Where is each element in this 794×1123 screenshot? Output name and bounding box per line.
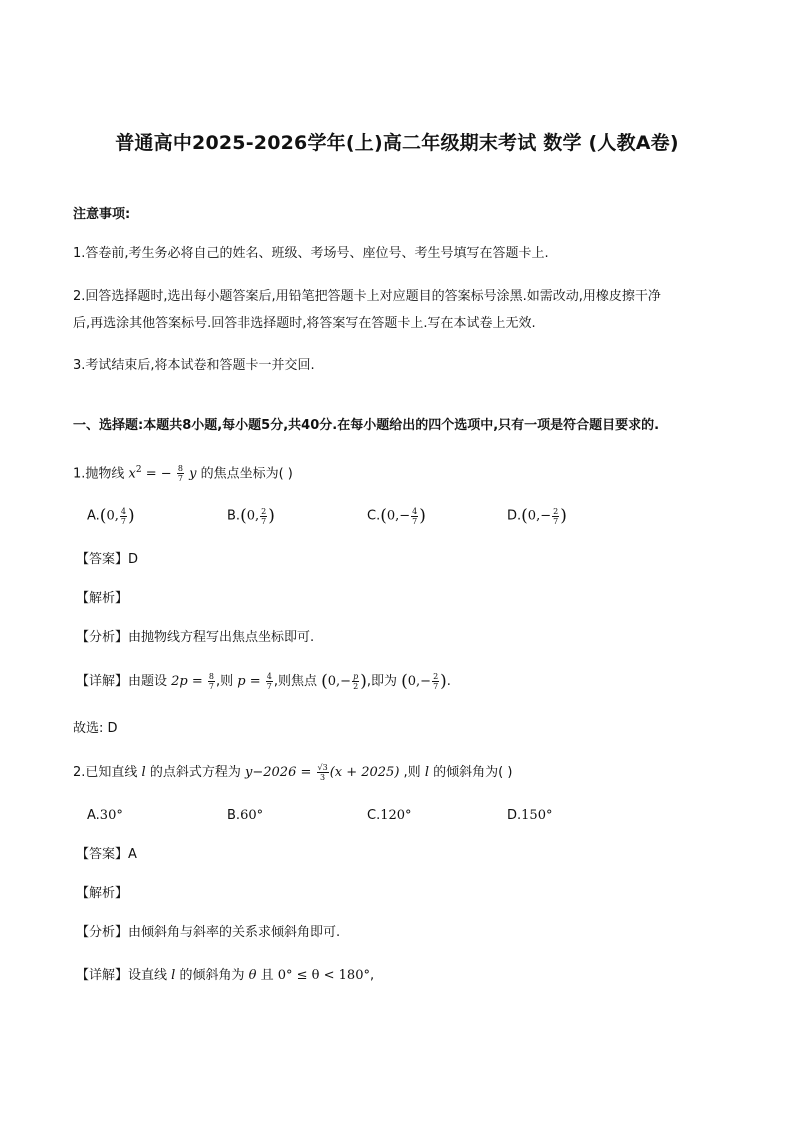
option-fraction: [411, 507, 418, 526]
q2-l: l: [141, 765, 146, 780]
close-paren: ): [360, 671, 367, 692]
notice-item-1: 1.答卷前,考生务必将自己的姓名、班级、考场号、座位号、考生号填写在答题卡上.: [73, 246, 549, 261]
option-pre: 0,: [106, 508, 119, 524]
detail-text: ,: [369, 968, 375, 983]
q2-prefix: 2.已知直线: [73, 765, 138, 780]
q1-conclusion: 故选: D: [73, 721, 118, 736]
q1-option-d: [507, 505, 567, 528]
frac-num: 4: [412, 506, 418, 516]
option-value: 60°: [240, 808, 264, 823]
close-paren: ): [560, 506, 567, 526]
q1-x: x: [128, 466, 136, 482]
option-label: C.: [367, 808, 381, 823]
detail-math: 0,−: [327, 674, 352, 689]
q2-mid2: ,则: [403, 765, 421, 780]
q2-option-b: [227, 805, 263, 827]
section-heading: 一、选择题:本题共8小题,每小题5分,共40分.在每小题给出的四个选项中,只有一项是符合题目要求的.: [73, 418, 660, 433]
detail-text: 且: [260, 968, 274, 983]
q1-fraction: [177, 464, 184, 483]
option-label: B.: [227, 508, 241, 524]
close-paren: ): [127, 506, 135, 526]
detail-fraction: [352, 672, 359, 691]
option-label: C.: [367, 508, 381, 524]
option-pre: 0,−: [527, 508, 552, 524]
q1-frac-den: 7: [177, 474, 183, 484]
frac-num: 2: [553, 506, 559, 516]
q2-eq-right: (x + 2025): [329, 765, 400, 780]
frac-den: 7: [412, 516, 418, 526]
q2-fraction: [317, 763, 329, 782]
q1-eq: = −: [145, 466, 172, 482]
detail-fraction: [208, 672, 215, 691]
q2-option-d: [507, 805, 552, 827]
q1-option-b: [227, 505, 275, 528]
frac-num: 8: [208, 672, 214, 681]
q2-answer: 【答案】A: [76, 847, 137, 862]
detail-math: p =: [237, 674, 265, 689]
page-title: 普通高中2025-2026学年(上)高二年级期末考试 数学 (人教A卷): [115, 132, 679, 154]
detail-math: θ: [248, 968, 257, 983]
option-label: B.: [227, 808, 241, 823]
option-pre: 0,: [246, 508, 260, 524]
open-paren: (: [380, 506, 387, 526]
detail-math: l: [171, 968, 176, 983]
frac-num: 2: [261, 506, 267, 516]
detail-text: ,则焦点: [273, 674, 317, 689]
notice-item-2: 2.回答选择题时,选出每小题答案后,用铅笔把答题卡上对应题目的答案标号涂黑.如需改动,用橡皮擦干净: [73, 289, 661, 304]
q1-suffix: 的焦点坐标为( ): [200, 466, 293, 482]
q2-option-a: [87, 805, 123, 827]
q2-analysis-head: 【解析】: [76, 886, 129, 901]
frac-den: 7: [553, 516, 559, 526]
question-1-stem: [73, 461, 293, 483]
close-paren: ): [440, 671, 447, 692]
frac-den: 7: [266, 682, 272, 691]
notice-item-3: 3.考试结束后,将本试卷和答题卡一并交回.: [73, 358, 315, 373]
frac-den: 7: [433, 682, 439, 691]
q1-analysis-head: 【解析】: [76, 591, 129, 606]
open-paren: (: [521, 506, 528, 526]
open-paren: (: [401, 671, 408, 692]
q1-sup: 2: [135, 465, 142, 475]
q2-option-c: [367, 805, 412, 827]
q2-mid: 的点斜式方程为: [149, 765, 241, 780]
q1-analysis: 【分析】由抛物线方程写出焦点坐标即可.: [76, 630, 315, 645]
frac-den: 2: [353, 682, 359, 691]
option-fraction: [552, 507, 559, 526]
q1-y: y: [189, 466, 197, 482]
option-value: 30°: [99, 808, 123, 823]
frac-num: √3: [317, 763, 328, 772]
q1-answer: 【答案】D: [76, 552, 139, 567]
detail-fraction: [432, 672, 439, 691]
open-paren: (: [321, 671, 328, 692]
q1-frac-num: 8: [177, 464, 183, 474]
detail-math: 0° ≤ θ < 180°: [277, 968, 370, 983]
q2-eq-left: y−2026 =: [245, 765, 316, 780]
q1-prefix: 1.抛物线: [73, 466, 125, 482]
frac-num: 2: [433, 672, 439, 681]
notice-heading: 注意事项:: [73, 207, 131, 222]
detail-text: ,即为: [366, 674, 397, 689]
q2-detail: [76, 967, 374, 985]
frac-num: p: [353, 672, 359, 681]
frac-den: 7: [120, 516, 126, 526]
q1-option-c: [367, 505, 426, 528]
detail-text: 【详解】由题设: [76, 674, 168, 689]
option-label: A.: [87, 508, 100, 524]
option-label: D.: [507, 808, 522, 823]
frac-num: 4: [266, 672, 272, 681]
detail-text: ,则: [216, 674, 234, 689]
detail-math: 2p =: [171, 674, 207, 689]
open-paren: (: [99, 506, 107, 526]
detail-text: 的倾斜角为: [179, 968, 245, 983]
question-2-stem: [73, 763, 512, 782]
close-paren: ): [419, 506, 426, 526]
frac-den: 7: [208, 682, 214, 691]
q1-option-a: [87, 505, 135, 528]
frac-den: 7: [261, 516, 267, 526]
close-paren: ): [268, 506, 275, 526]
notice-item-2-cont: 后,再选涂其他答案标号.回答非选择题时,将答案写在答题卡上.写在本试卷上无效.: [73, 316, 536, 331]
option-label: A.: [87, 808, 100, 823]
detail-text: .: [446, 674, 451, 689]
option-pre: 0,−: [386, 508, 411, 524]
frac-den: 3: [320, 773, 326, 782]
detail-text: 【详解】设直线: [76, 968, 168, 983]
q2-suffix: 的倾斜角为( ): [433, 765, 513, 780]
q1-detail: [76, 672, 451, 691]
detail-fraction: [266, 672, 273, 691]
open-paren: (: [240, 506, 247, 526]
detail-math: 0,−: [407, 674, 432, 689]
q2-l: l: [424, 765, 429, 780]
option-fraction: [260, 507, 267, 526]
q2-analysis: 【分析】由倾斜角与斜率的关系求倾斜角即可.: [76, 925, 341, 940]
option-label: D.: [507, 508, 522, 524]
option-value: 120°: [380, 808, 412, 823]
option-fraction: [120, 507, 127, 526]
option-value: 150°: [521, 808, 553, 823]
frac-num: 4: [120, 506, 126, 516]
